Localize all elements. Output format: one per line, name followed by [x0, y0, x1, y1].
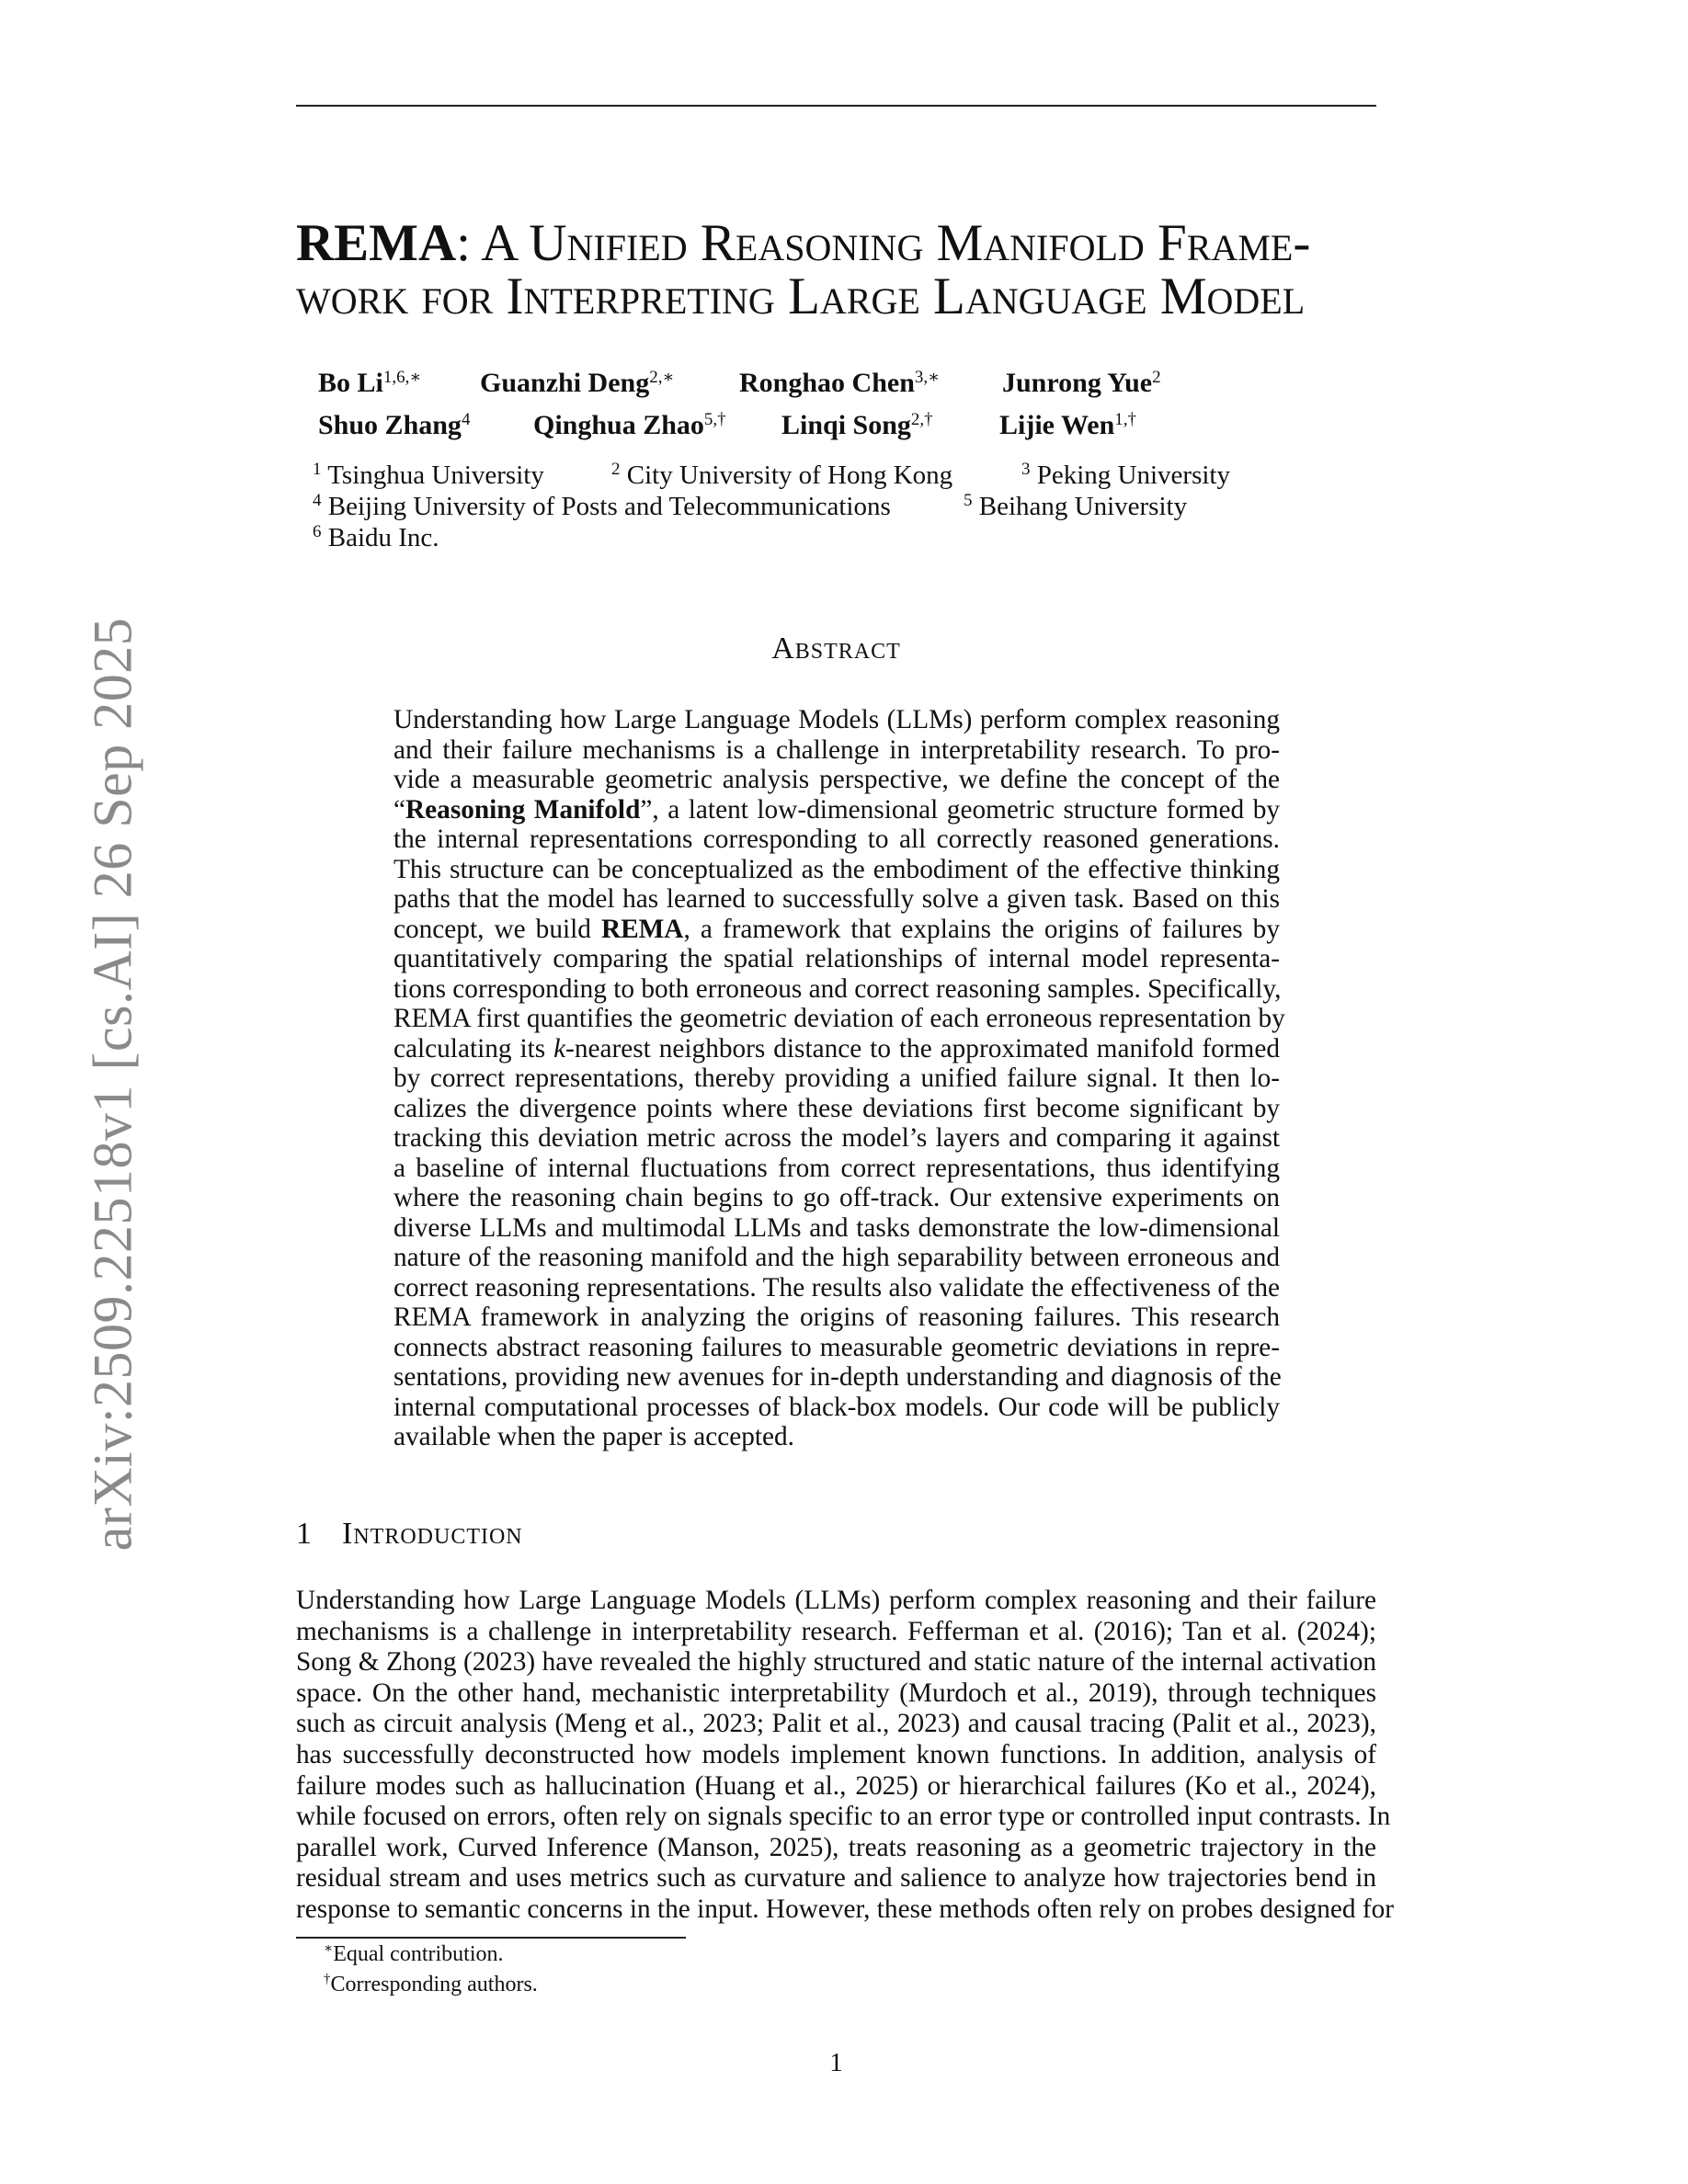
text-run: and their failure mechanisms is a challenge in interpretability research. To pro-	[393, 734, 1280, 765]
text-run: has successfully deconstructed how models implement known functions. In addition, analysis of	[296, 1739, 1376, 1769]
author	[533, 410, 726, 441]
text-run: calculating its	[393, 1033, 554, 1064]
title-acronym: REMA	[296, 214, 457, 272]
introduction-line	[296, 1617, 1376, 1648]
text-run: paths that the model has learned to successfully solve a given task. Based on this	[393, 884, 1280, 914]
text-run: correct reasoning representations. The results also validate the effectiveness of the	[393, 1272, 1280, 1302]
author-name: Ronghao Chen	[739, 368, 915, 398]
introduction-line	[296, 1894, 1394, 1926]
text-run: by correct representations, thereby providing a unified failure signal. It then lo-	[393, 1064, 1280, 1093]
introduction-line	[296, 1586, 1376, 1617]
affiliation-number: 4	[313, 491, 322, 510]
abstract-line	[393, 944, 1280, 974]
author-name: Lijie Wen	[999, 410, 1115, 440]
text-run: diverse LLMs and multimodal LLMs and tasks demonstrate the low-dimensional	[393, 1212, 1280, 1243]
math-symbol: k	[553, 1033, 566, 1064]
text-run: concept, we build	[393, 914, 601, 944]
abstract-line	[393, 1362, 1280, 1393]
abstract-line	[393, 1064, 1280, 1094]
text-run: tions corresponding to both erroneous and correct reasoning samples. Specifically,	[393, 973, 1282, 1004]
footnote	[324, 1942, 504, 1967]
affiliation	[611, 461, 952, 491]
abstract-line	[393, 915, 1280, 945]
text-run: space. On the other hand, mechanistic interpretability (Murdoch et al., 2019), through techniques	[296, 1678, 1376, 1708]
text-run: Song & Zhong (2023) have revealed the highly structured and static nature of the internal activation	[296, 1647, 1376, 1678]
abstract-line	[393, 1123, 1280, 1154]
text-run: vide a measurable geometric analysis perspective, we define the concept of the	[393, 765, 1280, 794]
affiliation	[964, 492, 1187, 522]
footnote	[324, 1973, 538, 1997]
affiliation	[313, 492, 891, 522]
text-run: quantitatively comparing the spatial relationships of internal model representa-	[393, 944, 1280, 973]
author	[781, 410, 933, 441]
footnote-mark: ∗	[324, 1941, 334, 1956]
author-marks: 1,6,∗	[382, 368, 422, 387]
abstract-line	[393, 1273, 1280, 1303]
affiliation	[313, 523, 439, 553]
abstract-heading: Abstract	[771, 631, 901, 665]
author	[739, 368, 940, 399]
affiliation-number: 1	[313, 460, 322, 479]
affiliation-number: 2	[611, 460, 621, 479]
abstract-line	[393, 974, 1280, 1005]
text-run: while focused on errors, often rely on signals specific to an error type or controlled input contrasts. In	[296, 1802, 1391, 1832]
author	[318, 368, 421, 399]
text-run: nature of the reasoning manifold and the high separability between erroneous and	[393, 1243, 1280, 1272]
arxiv-stamp: arXiv:2509.22518v1 [cs.AI] 26 Sep 2025	[82, 617, 143, 1552]
introduction-line	[296, 1678, 1376, 1710]
affiliation-name: Baidu Inc.	[327, 523, 439, 552]
text-run: REMA first quantifies the geometric deviation of each erroneous representation by	[393, 1004, 1285, 1033]
abstract-line	[393, 1243, 1280, 1273]
text-run: , a framework that explains the origins of failures by	[683, 914, 1280, 944]
paper-title-line-2: work for Interpreting Large Language Model	[296, 267, 1306, 325]
author-marks: 3,∗	[914, 368, 941, 387]
text-run: such as circuit analysis (Meng et al., 2023; Palit et al., 2023) and causal tracing (Palit et al., 2023),	[296, 1709, 1376, 1739]
text-run: -nearest neighbors distance to the approximated manifold formed	[565, 1033, 1280, 1064]
affiliation-name: Peking University	[1036, 461, 1230, 490]
introduction-line	[296, 1863, 1376, 1894]
text-run: sentations, providing new avenues for in-depth understanding and diagnosis of the	[393, 1362, 1282, 1392]
footnote-rule	[296, 1937, 686, 1939]
author-name: Junrong Yue	[1002, 368, 1153, 398]
footnote-text: Corresponding authors.	[330, 1973, 538, 1996]
affiliation	[313, 461, 544, 491]
paper-title-line-1	[296, 214, 1376, 272]
introduction-line	[296, 1771, 1376, 1803]
text-run: connects abstract reasoning failures to measurable geometric deviations in repre-	[393, 1332, 1280, 1362]
introduction-line	[296, 1740, 1376, 1771]
author-name: Guanzhi Deng	[480, 368, 650, 398]
footnote-mark: †	[324, 1972, 331, 1986]
text-run: parallel work, Curved Inference (Manson, 2025), treats reasoning as a geometric trajectory in the	[296, 1832, 1376, 1862]
author-marks: 5,†	[703, 410, 726, 429]
affiliation-name: Tsinghua University	[327, 461, 544, 490]
affiliation-number: 5	[964, 491, 973, 510]
abstract-line	[393, 795, 1280, 825]
text-run: failure modes such as hallucination (Huang et al., 2025) or hierarchical failures (Ko et al., 2024),	[296, 1770, 1376, 1801]
abstract-line	[393, 1034, 1280, 1064]
author-marks: 2,∗	[649, 368, 675, 387]
author-name: Bo Li	[318, 368, 383, 398]
author-marks: 4	[461, 410, 471, 429]
abstract-body	[393, 705, 1285, 1452]
abstract-line	[393, 705, 1280, 735]
section-title: Introduction	[342, 1517, 523, 1551]
affiliation-name: Beihang University	[978, 492, 1188, 521]
introduction-line	[296, 1833, 1376, 1864]
abstract-line	[393, 1333, 1280, 1363]
author-name: Shuo Zhang	[318, 410, 462, 440]
text-run: response to semantic concerns in the input. However, these methods often rely on probes designed for	[296, 1894, 1394, 1924]
introduction-heading	[296, 1517, 523, 1552]
author-name: Qinghua Zhao	[533, 410, 704, 440]
text-run: residual stream and uses metrics such as curvature and salience to analyze how trajectories bend in	[296, 1863, 1376, 1894]
author-marks: 2	[1152, 368, 1161, 387]
text-run: calizes the divergence points where these deviations first become significant by	[393, 1093, 1280, 1123]
introduction-line	[296, 1709, 1376, 1740]
text-run: REMA framework in analyzing the origins of reasoning failures. This research	[393, 1302, 1280, 1332]
abstract-line	[393, 1094, 1280, 1124]
text-run: a baseline of internal fluctuations from correct representations, thus identifying	[393, 1153, 1280, 1183]
author-marks: 1,†	[1114, 410, 1137, 429]
page-number: 1	[829, 2048, 843, 2077]
bold-term: REMA	[600, 914, 684, 944]
abstract-line	[393, 855, 1280, 885]
text-run: where the reasoning chain begins to go off-track. Our extensive experiments on	[393, 1183, 1280, 1212]
affiliation-number: 6	[313, 522, 322, 541]
abstract-line	[393, 1422, 1280, 1452]
text-run: mechanisms is a challenge in interpretability research. Fefferman et al. (2016); Tan et al. (2024);	[296, 1616, 1376, 1646]
text-run: the internal representations corresponding to all correctly reasoned generations.	[393, 825, 1280, 854]
abstract-line	[393, 1393, 1280, 1423]
text-run: tracking this deviation metric across the model’s layers and comparing it against	[393, 1123, 1280, 1153]
text-run: Understanding how Large Language Models (LLMs) perform complex reasoning	[393, 705, 1280, 734]
abstract-line	[393, 735, 1280, 766]
author	[1002, 368, 1161, 399]
author	[318, 410, 470, 441]
affiliation-name: City University of Hong Kong	[626, 461, 953, 490]
abstract-line	[393, 1213, 1280, 1244]
abstract-line	[393, 1154, 1280, 1184]
author	[480, 368, 674, 399]
author-name: Linqi Song	[781, 410, 911, 440]
introduction-line	[296, 1647, 1376, 1678]
abstract-line	[393, 1183, 1280, 1213]
text-run: ”, a latent low-dimensional geometric structure formed by	[640, 794, 1281, 825]
text-run: available when the paper is accepted.	[393, 1422, 794, 1451]
abstract-line	[393, 884, 1280, 915]
header-rule	[296, 105, 1376, 107]
bold-term: Reasoning Manifold	[405, 794, 641, 825]
affiliation-name: Beijing University of Posts and Telecommunications	[327, 492, 891, 521]
footnote-text: Equal contribution.	[333, 1942, 504, 1966]
author	[999, 410, 1136, 441]
abstract-line	[393, 1004, 1285, 1034]
abstract-line	[393, 825, 1280, 855]
text-run: This structure can be conceptualized as the embodiment of the effective thinking	[393, 854, 1280, 884]
introduction-body	[296, 1586, 1394, 1926]
section-number: 1	[296, 1517, 313, 1551]
affiliation-number: 3	[1021, 460, 1031, 479]
title-text: : A Unified Reasoning Manifold Frame-	[456, 214, 1311, 272]
text-run: Understanding how Large Language Models (LLMs) perform complex reasoning and their failure	[296, 1586, 1376, 1615]
affiliation	[1021, 461, 1230, 491]
text-run: internal computational processes of black-box models. Our code will be publicly	[393, 1392, 1280, 1422]
text-run: “	[393, 794, 406, 825]
author-marks: 2,†	[910, 410, 933, 429]
abstract-line	[393, 765, 1280, 795]
abstract-line	[393, 1302, 1280, 1333]
introduction-line	[296, 1802, 1391, 1833]
